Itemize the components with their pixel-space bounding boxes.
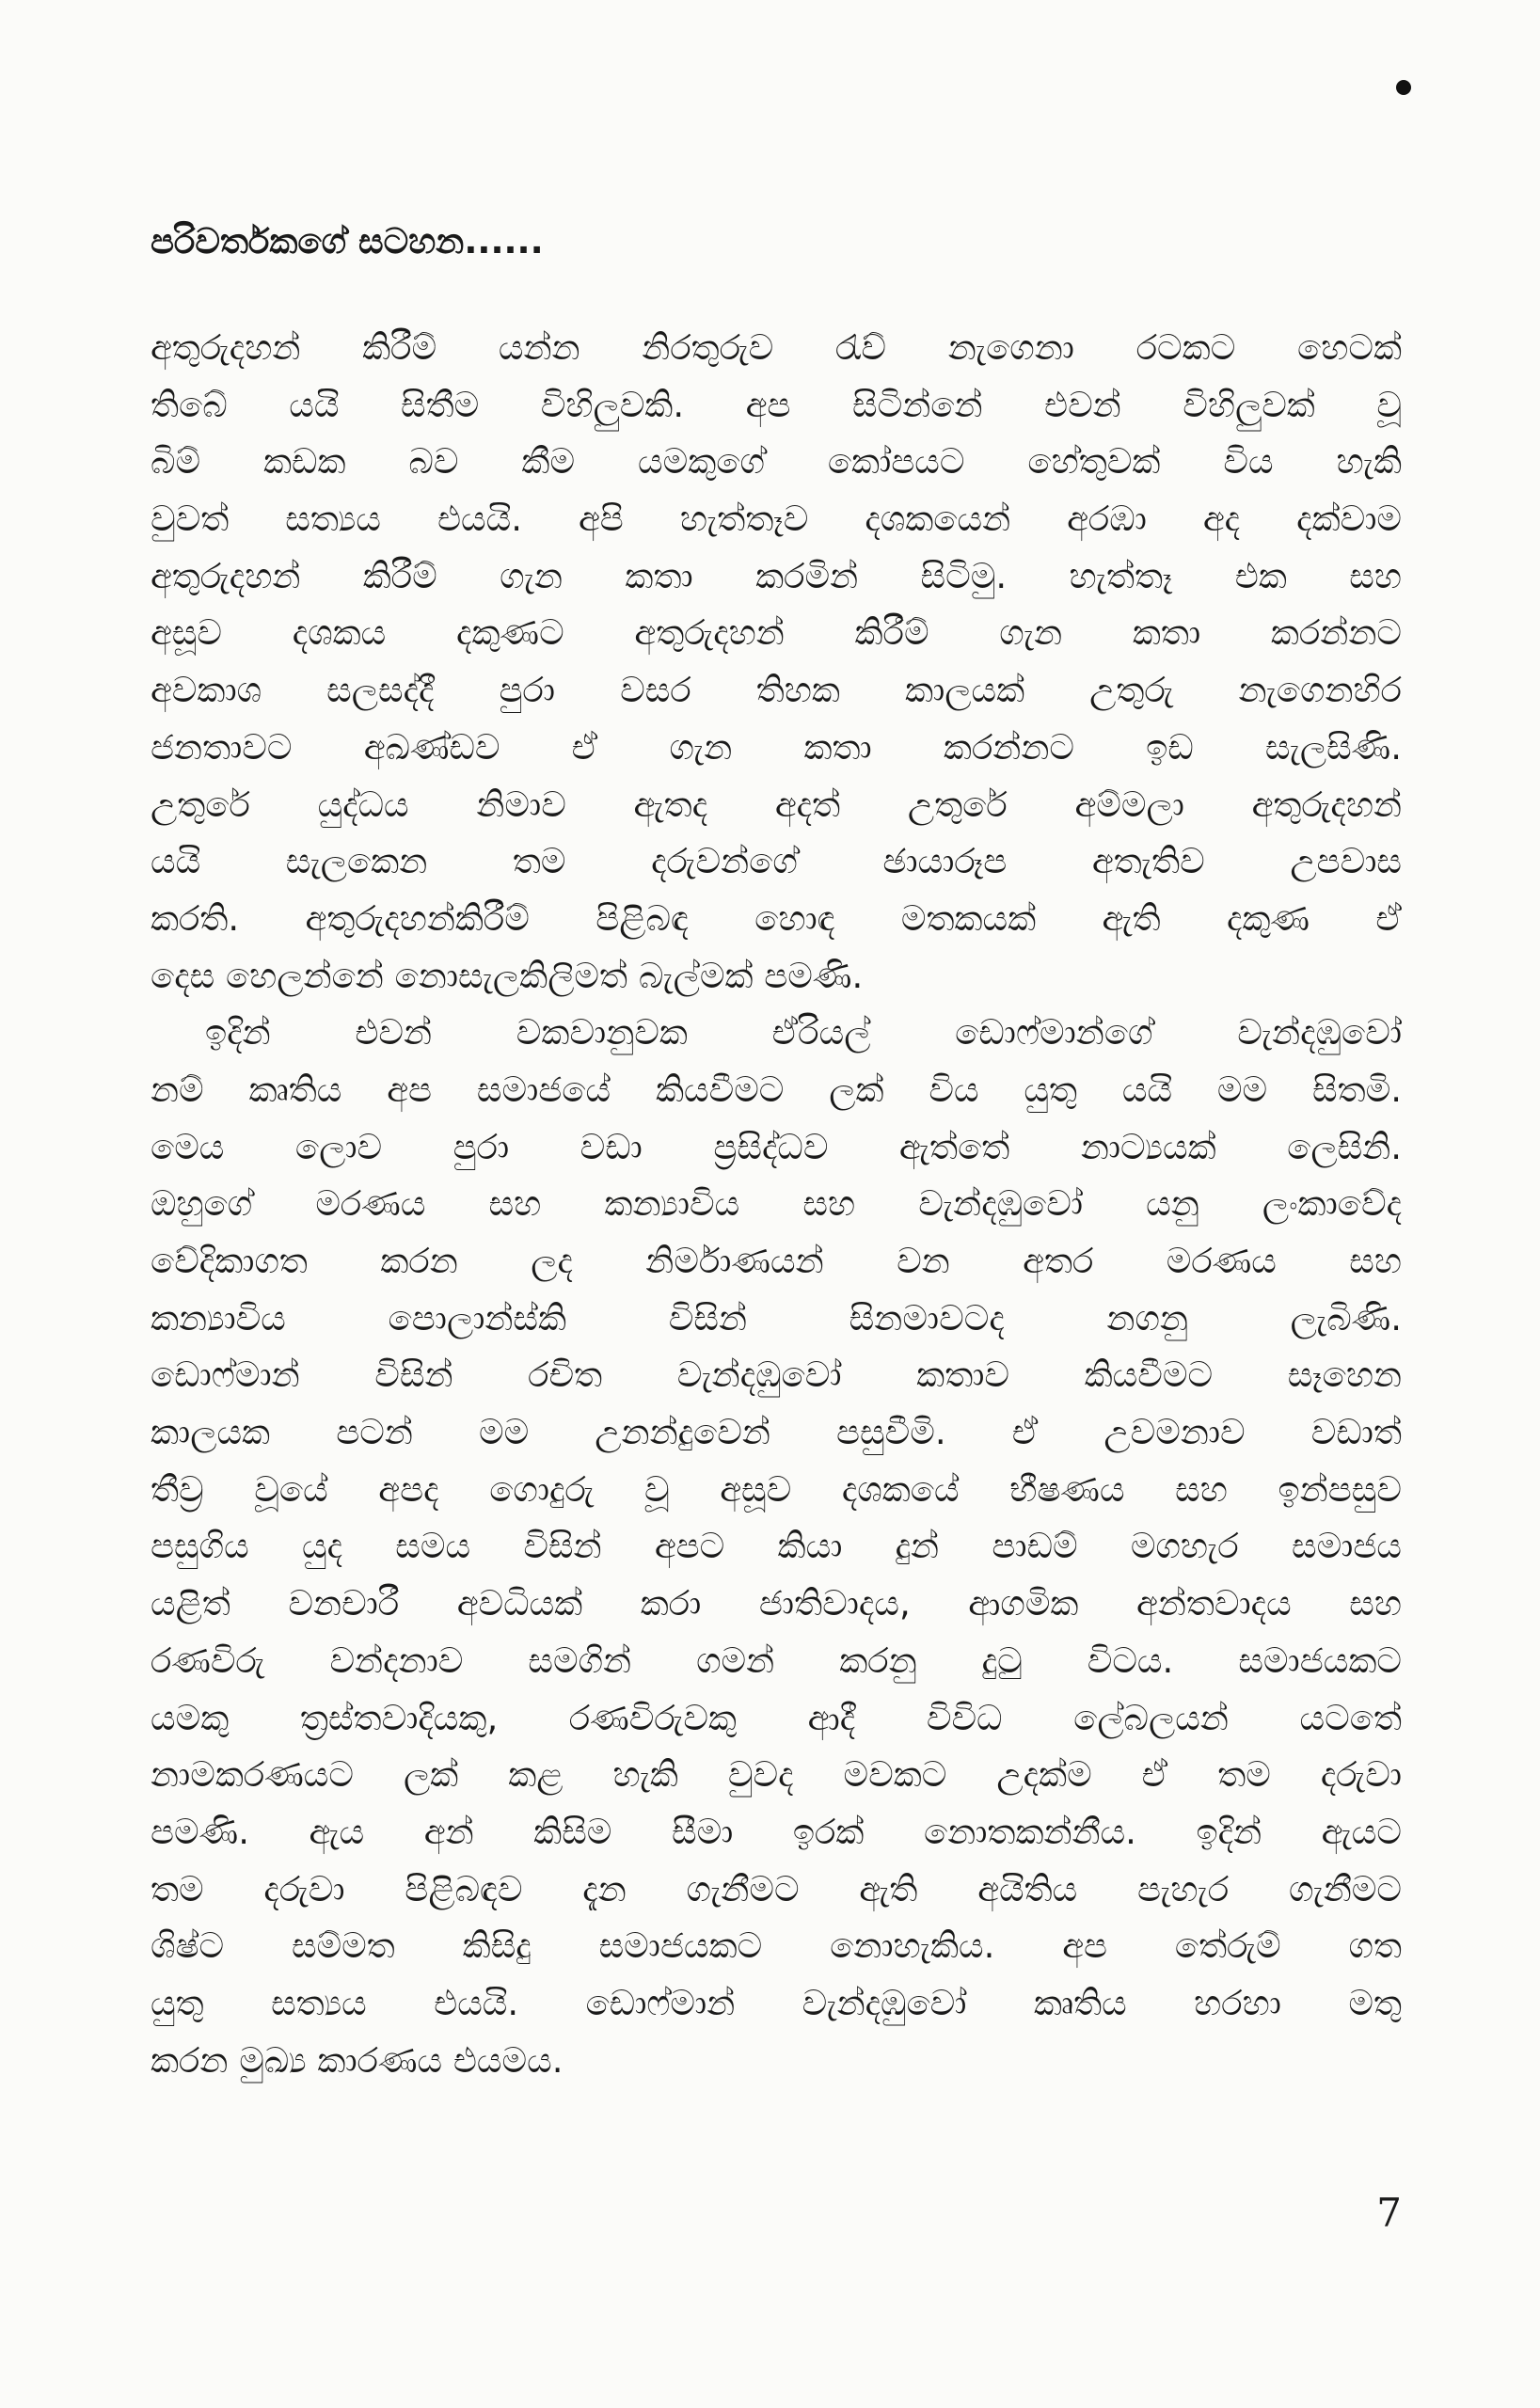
- text-line: අතුරුදහන් කිරීම් ගැන කතා කරමින් සිටිමු. හැත්තෑ එක සහ: [151, 555, 1402, 596]
- text-line: යුතු සත්‍යය එයයි. ඩොෆ්මාන් වැන්දඹුවෝ කෘතිය හරහා මතු: [151, 1982, 1402, 2023]
- text-line: තම දරුවා පිළිබඳව දැන ගැනීමට ඇති අයිතිය පැහැර ගැනීමට: [151, 1868, 1402, 1909]
- text-line: අසූව දශකය දකුණට අතුරුදහන් කිරීම් ගැන කතා කරන්නට: [151, 612, 1402, 654]
- text-line: කරන මුඛ්‍ය කාරණය එයමය.: [151, 2039, 564, 2081]
- text-line: ශිෂ්ට සම්මත කිසිදු සමාජයකට නොහැකිය. අප තේරුම් ගත: [151, 1925, 1402, 1967]
- text-line: කන්‍යාවිය පොලාන්ස්කි විසින් සිනමාවටද නගනු ලැබිණි.: [151, 1297, 1402, 1339]
- text-line: අවකාශ සලසද්දී පුරා වසර තිහක කාලයක් උතුරු නැගෙනහිර: [151, 670, 1402, 711]
- text-line: යමකු ත්‍රස්තවාදියකු, රණවිරුවකු ආදී විවිධ ලේබලයන් යටතේ: [151, 1697, 1402, 1738]
- text-line: ඔහුගේ මරණය සහ කන්‍යාවිය සහ වැන්දඹුවෝ යනු ලංකාවේද: [151, 1183, 1402, 1225]
- text-line: තීව්‍ර වූයේ අපද ගොදුරු වූ අසූව දශකයේ භීෂණය සහ ඉන්පසුව: [151, 1468, 1402, 1510]
- text-line: යළිත් වනචාරී අවධියක් කරා ජාතිවාදය, ආගමික අන්තවාදය සහ: [151, 1583, 1402, 1624]
- text-line: අතුරුදහන් කිරීම් යන්න නිරතුරුව රැව් නැගෙනා රටකට හෙටක්: [151, 327, 1402, 368]
- text-line: බිම් කඩක බව කීම යමකුගේ කෝපයට හේතුවක් විය හැකි: [151, 441, 1402, 483]
- text-line: ජනතාවට අඛණ්ඩව ඒ ගැන කතා කරන්නට ඉඩ සැලසිණි.: [151, 726, 1402, 768]
- text-line: ඩොෆ්මාන් විසින් රචිත වැන්දඹුවෝ කතාව කියවීමට සෑහෙන: [151, 1354, 1402, 1396]
- text-line: නාමකරණයට ලක් කළ හැකි වුවද මවකට උදක්ම ඒ තම දරුවා: [151, 1754, 1402, 1796]
- text-line: දෙස හෙලන්නේ නොසැලකිලිමත් බැල්මක් පමණි.: [151, 955, 864, 996]
- text-line: රණවිරු වන්දනාව සමගින් ගමන් කරනු දුටු විටය. සමාජයකට: [151, 1640, 1402, 1681]
- text-line: ඉදින් එවන් වකවානුවක ඒරියල් ඩොෆ්මාන්ගේ වැන්දඹුවෝ: [205, 1012, 1402, 1054]
- bullet-mark: [1396, 80, 1411, 95]
- text-line: මෙය ලොව පුරා වඩා ප්‍රසිද්ධව ඇත්තේ නාට්‍යයක් ලෙසිනි.: [151, 1126, 1402, 1167]
- text-line: යයි සැලකෙන තම දරුවන්ගේ ඡායාරූප අතැතිව උපවාස: [151, 841, 1402, 882]
- paragraph-2: [151, 1005, 1402, 2089]
- text-line: උතුරේ යුද්ධය නිමාව ඇතද අදත් උතුරේ අම්මලා අතුරුදහන්: [151, 784, 1402, 825]
- text-line: කරති. අතුරුදහන්කිරීම් පිළිබඳ හොඳ මතකයක් ඇති දකුණ ඒ: [151, 897, 1402, 939]
- text-line: තිබේ යයි සිතීම විහිලුවකි. අප සිටින්නේ එවන් විහිලුවක් වූ: [151, 384, 1402, 425]
- text-line: පසුගිය යුද සමය විසින් අපට කියා දුන් පාඩම් මගහැර සමාජය: [151, 1526, 1402, 1567]
- text-line: වුවත් සත්‍යය එයයි. අපි හැත්තෑව දශකයෙන් අරඹා අද දක්වාම: [151, 499, 1402, 540]
- paragraph-1: [151, 320, 1402, 1005]
- text-line: වේදිකාගත කරන ලද නිර්මාණයන් වන අතර මරණය සහ: [151, 1241, 1402, 1281]
- section-heading: පරිවර්තකගේ සටහන......: [151, 221, 544, 261]
- text-line: නම් කෘතිය අප සමාජයේ කියවීමට ලක් විය යුතු යයි මම සිතමි.: [151, 1069, 1402, 1110]
- text-line: කාලයක පටන් මම උනන්දුවෙන් පසුවීමි. ඒ උවමනාව වඩාත්: [151, 1412, 1402, 1453]
- page-number: 7: [1376, 2190, 1402, 2236]
- text-line: පමණි. ඇය අන් කිසිම සීමා ඉරක් නොතකන්නීය. ඉදින් ඇයට: [151, 1811, 1402, 1852]
- body-text: [151, 320, 1402, 2089]
